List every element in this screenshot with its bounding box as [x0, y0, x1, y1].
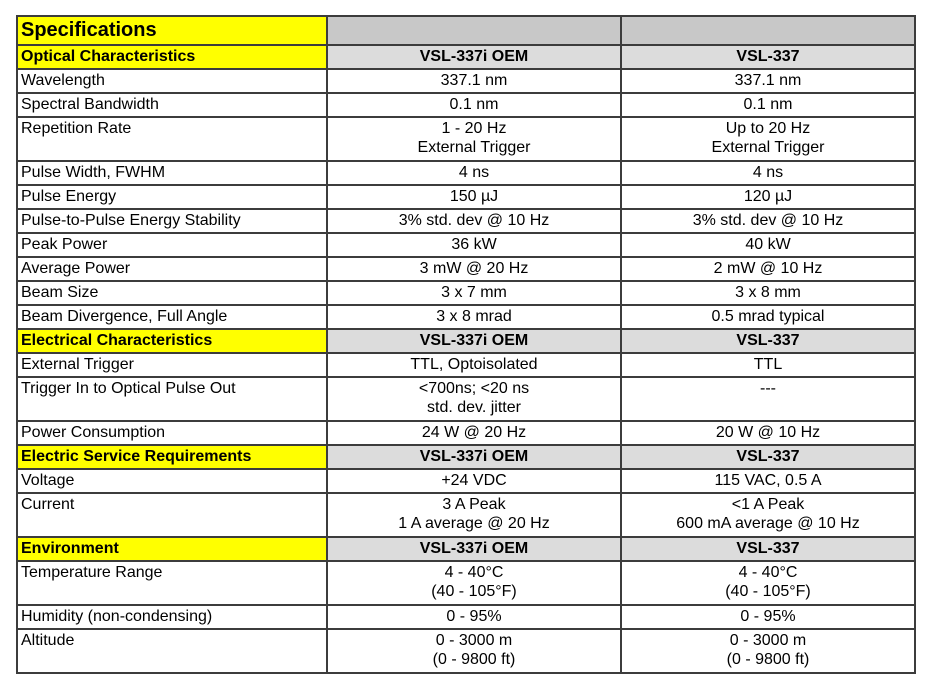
spec-value-line: External Trigger	[417, 139, 531, 156]
spec-row	[17, 469, 915, 493]
table-title: Specifications	[17, 16, 327, 45]
spec-value-oem	[327, 185, 621, 209]
spec-value-line: 3 A Peak	[442, 496, 506, 513]
spec-value-line: (40 - 105°F)	[431, 583, 517, 600]
spec-value-line: 1 A average @ 20 Hz	[398, 515, 550, 532]
spec-value-line: 337.1 nm	[440, 72, 508, 89]
spec-row	[17, 605, 915, 629]
spec-value-line: 24 W @ 20 Hz	[421, 424, 527, 441]
spec-value-line: std. dev. jitter	[427, 399, 521, 416]
spec-label: External Trigger	[17, 353, 327, 377]
spec-value-oem	[327, 629, 621, 673]
spec-row	[17, 93, 915, 117]
spec-label: Voltage	[17, 469, 327, 493]
spec-value-oem	[327, 377, 621, 421]
spec-value-line: 3% std. dev @ 10 Hz	[398, 212, 550, 229]
spec-label: Beam Divergence, Full Angle	[17, 305, 327, 329]
spec-value-oem	[327, 117, 621, 161]
spec-value-line: 1 - 20 Hz	[441, 120, 507, 137]
spec-value-line: +24 VDC	[441, 472, 507, 489]
spec-value-line: 3 mW @ 20 Hz	[419, 260, 529, 277]
spec-value-line: <1 A Peak	[731, 496, 805, 513]
spec-value-oem	[327, 257, 621, 281]
spec-label: Average Power	[17, 257, 327, 281]
spec-value-standard	[621, 493, 915, 537]
section-header-row	[17, 329, 915, 353]
spec-label: Repetition Rate	[17, 117, 327, 161]
spec-label: Pulse Width, FWHM	[17, 161, 327, 185]
section-title: Electrical Characteristics	[17, 329, 327, 353]
spec-value-line: 0.1 nm	[743, 96, 793, 113]
spec-label: Beam Size	[17, 281, 327, 305]
model-header-standard: VSL-337	[621, 445, 915, 469]
spec-value-standard	[621, 281, 915, 305]
spec-value-standard	[621, 117, 915, 161]
spec-value-standard	[621, 353, 915, 377]
section-title: Optical Characteristics	[17, 45, 327, 69]
spec-label: Pulse Energy	[17, 185, 327, 209]
spec-value-line: 337.1 nm	[734, 72, 802, 89]
spec-label: Power Consumption	[17, 421, 327, 445]
spec-value-line: 0 - 3000 m	[729, 632, 807, 649]
spec-row	[17, 353, 915, 377]
section-header-row	[17, 537, 915, 561]
spec-value-standard	[621, 93, 915, 117]
spec-value-standard	[621, 377, 915, 421]
spec-value-standard	[621, 209, 915, 233]
spec-value-line: 3 x 8 mrad	[436, 308, 512, 325]
spec-value-oem	[327, 561, 621, 605]
spec-value-standard	[621, 421, 915, 445]
spec-label: Wavelength	[17, 69, 327, 93]
spec-value-line: 0 - 95%	[446, 608, 502, 625]
spec-value-line: 0 - 95%	[740, 608, 796, 625]
spec-value-line: 600 mA average @ 10 Hz	[676, 515, 860, 532]
spec-row	[17, 281, 915, 305]
model-header-oem: VSL-337i OEM	[327, 45, 621, 69]
spec-value-standard	[621, 305, 915, 329]
model-header-oem: VSL-337i OEM	[327, 537, 621, 561]
spec-value-oem	[327, 281, 621, 305]
spec-value-line: TTL	[753, 356, 783, 373]
section-title: Electric Service Requirements	[17, 445, 327, 469]
spec-value-line: External Trigger	[711, 139, 825, 156]
spec-row	[17, 257, 915, 281]
spec-row	[17, 629, 915, 673]
spec-value-oem	[327, 209, 621, 233]
spec-label: Humidity (non-condensing)	[17, 605, 327, 629]
spec-value-standard	[621, 469, 915, 493]
spec-value-line: 4 ns	[752, 164, 784, 181]
title-row	[17, 16, 915, 45]
spec-row	[17, 561, 915, 605]
model-header-oem: VSL-337i OEM	[327, 329, 621, 353]
title-header-blank-2	[621, 16, 915, 45]
spec-value-oem	[327, 493, 621, 537]
spec-value-line: 120 µJ	[743, 188, 793, 205]
spec-value-line: 40 kW	[745, 236, 791, 253]
spec-value-line: 3 x 8 mm	[735, 284, 801, 301]
spec-row	[17, 421, 915, 445]
spec-label: Current	[17, 493, 327, 537]
spec-value-line: 0 - 3000 m	[435, 632, 513, 649]
spec-label: Temperature Range	[17, 561, 327, 605]
spec-value-oem	[327, 233, 621, 257]
spec-value-oem	[327, 161, 621, 185]
spec-value-standard	[621, 257, 915, 281]
spec-value-line: 115 VAC, 0.5 A	[714, 472, 822, 489]
spec-row	[17, 233, 915, 257]
model-header-standard: VSL-337	[621, 45, 915, 69]
spec-row	[17, 305, 915, 329]
spec-value-line: (0 - 9800 ft)	[432, 651, 516, 668]
spec-label: Trigger In to Optical Pulse Out	[17, 377, 327, 421]
spec-row	[17, 377, 915, 421]
spec-value-line: ---	[760, 380, 776, 397]
spec-value-line: 20 W @ 10 Hz	[715, 424, 821, 441]
spec-label: Altitude	[17, 629, 327, 673]
spec-value-standard	[621, 161, 915, 185]
spec-value-line: 2 mW @ 10 Hz	[713, 260, 823, 277]
title-header-blank-1	[327, 16, 621, 45]
spec-value-standard	[621, 629, 915, 673]
spec-label: Pulse-to-Pulse Energy Stability	[17, 209, 327, 233]
spec-value-line: 150 µJ	[449, 188, 499, 205]
section-header-row	[17, 45, 915, 69]
spec-row	[17, 69, 915, 93]
spec-value-line: 36 kW	[451, 236, 497, 253]
section-title: Environment	[17, 537, 327, 561]
spec-value-oem	[327, 353, 621, 377]
spec-value-line: 4 ns	[458, 164, 490, 181]
spec-value-oem	[327, 605, 621, 629]
spec-value-oem	[327, 469, 621, 493]
spec-value-oem	[327, 421, 621, 445]
spec-value-line: (40 - 105°F)	[725, 583, 811, 600]
model-header-standard: VSL-337	[621, 329, 915, 353]
spec-value-line: 4 - 40°C	[444, 564, 504, 581]
spec-value-line: 0.5 mrad typical	[711, 308, 825, 325]
spec-value-line: 3 x 7 mm	[441, 284, 507, 301]
spec-value-standard	[621, 69, 915, 93]
spec-label: Peak Power	[17, 233, 327, 257]
spec-value-line: TTL, Optoisolated	[410, 356, 538, 373]
spec-value-standard	[621, 185, 915, 209]
spec-value-standard	[621, 561, 915, 605]
spec-value-standard	[621, 605, 915, 629]
spec-row	[17, 117, 915, 161]
spec-label: Spectral Bandwidth	[17, 93, 327, 117]
spec-row	[17, 161, 915, 185]
spec-value-line: 4 - 40°C	[738, 564, 798, 581]
spec-value-line: <700ns; <20 ns	[418, 380, 530, 397]
spec-row	[17, 209, 915, 233]
spec-row	[17, 493, 915, 537]
spec-value-oem	[327, 93, 621, 117]
specifications-table	[16, 15, 916, 674]
model-header-standard: VSL-337	[621, 537, 915, 561]
spec-value-standard	[621, 233, 915, 257]
model-header-oem: VSL-337i OEM	[327, 445, 621, 469]
spec-row	[17, 185, 915, 209]
spec-value-line: 0.1 nm	[449, 96, 499, 113]
spec-value-oem	[327, 69, 621, 93]
section-header-row	[17, 445, 915, 469]
spec-value-oem	[327, 305, 621, 329]
spec-value-line: Up to 20 Hz	[725, 120, 811, 137]
spec-value-line: (0 - 9800 ft)	[726, 651, 810, 668]
spec-value-line: 3% std. dev @ 10 Hz	[692, 212, 844, 229]
